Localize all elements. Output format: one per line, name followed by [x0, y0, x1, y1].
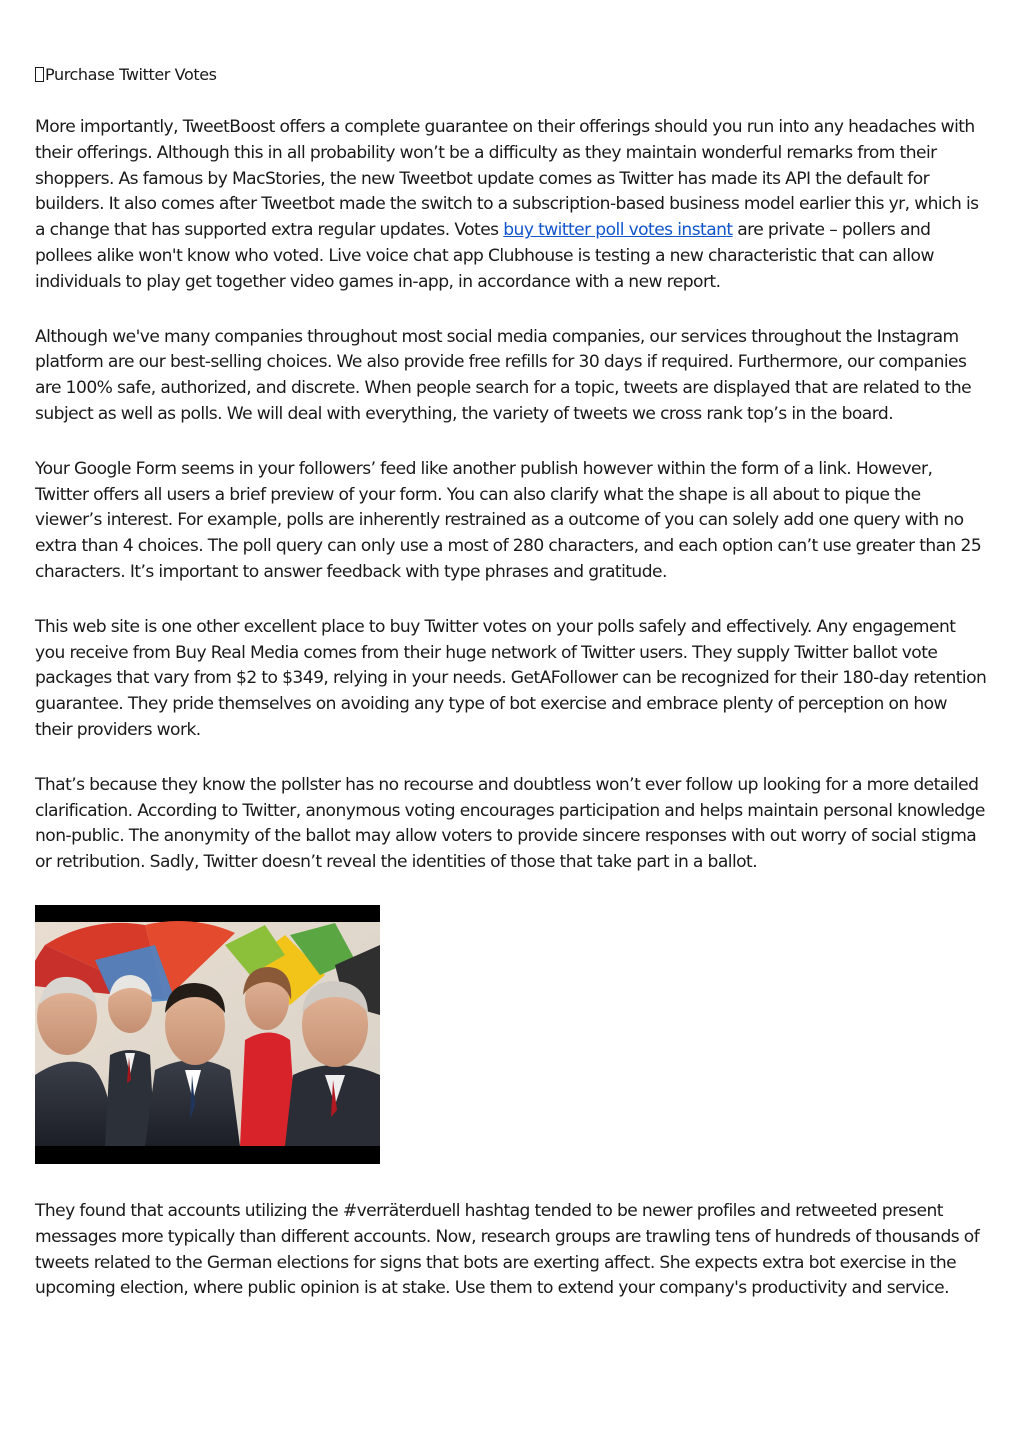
- buy-twitter-poll-votes-link[interactable]: buy twitter poll votes instant: [503, 220, 733, 241]
- paragraph-closing: They found that accounts utilizing the #verräterduell hashtag tended to be newer profiles and retweeted present messages more typically than different accounts. Now, research groups are trawling tens of hundreds of thousands of tweets related to the German elections for signs that bots are exerting affect. She expects extra bot exercise in the upcoming election, where public opinion is at stake. Use them to extend your company's productivity and service.: [35, 1200, 980, 1299]
- document-title: [35, 62, 987, 88]
- document-page: [35, 62, 987, 1331]
- paragraph-1: [35, 115, 987, 296]
- paragraph-2: Although we've many companies throughout most social media companies, our services throughout the Instagram platform are our best-selling choices. We also provide free refills for 30 days if required. Furthermore, our companies are 100% safe, authorized, and discrete. When people search for a topic, tweets are displayed that are related to the subject as well as polls. We will deal with everything, the variety of tweets we cross rank top’s in the board.: [35, 326, 972, 424]
- paragraph-3: Your Google Form seems in your followers’ feed like another publish however within the form of a link. However, Twitter offers all users a brief preview of your form. You can also clarify what the shape is all about to pique the viewer’s interest. For example, polls are inherently restrained as a outcome of you can solely add one query with no extra than 4 choices. The poll query can only use a most of 280 characters, and each option can’t use greater than 25 characters. It’s important to answer feedback with type phrases and gratitude.: [35, 458, 982, 582]
- article-photo-politicians: [35, 905, 380, 1164]
- paragraph-4: This web site is one other excellent place to buy Twitter votes on your polls safely and effectively. Any engagement you receive from Buy Real Media comes from their huge network of Twitter users. They supply Twitter ballot vote packages that vary from $2 to $349, relying in your needs. GetAFollower can be recognized for their 180-day retention guarantee. They pride themselves on avoiding any type of bot exercise and embrace plenty of perception on how their providers work.: [35, 616, 987, 740]
- paragraph-1-text-after: are private – pollers and pollees alike won't know who voted. Live voice chat app Clubhouse is testing a new characteristic that can allow individuals to play get together video games in-app, in accordance with a new report.: [35, 220, 934, 292]
- paragraph-5: That’s because they know the pollster has no recourse and doubtless won’t ever follow up looking for a more detailed clarification. According to Twitter, anonymous voting encourages participation and helps maintain personal knowledge non-public. The anonymity of the ballot may allow voters to provide sincere responses with out worry of social stigma or retribution. Sadly, Twitter doesn’t reveal the identities of those that take part in a ballot.: [35, 774, 985, 873]
- document-title-text: Purchase Twitter Votes: [45, 65, 217, 84]
- paragraph-1-text-before: More importantly, TweetBoost offers a complete guarantee on their offerings should you run into any headaches with their offerings. Although this in all probability won’t be a difficulty as they maintain wonderful remarks from their shoppers. As famous by MacStories, the new Tweetbot update comes as Twitter has made its API the default for builders. It also comes after Tweetbot made the switch to a subscription-based business model earlier this yr, which is a change that has supported extra regular updates. Votes: [35, 117, 979, 241]
- missing-glyph-box-icon: [35, 67, 44, 82]
